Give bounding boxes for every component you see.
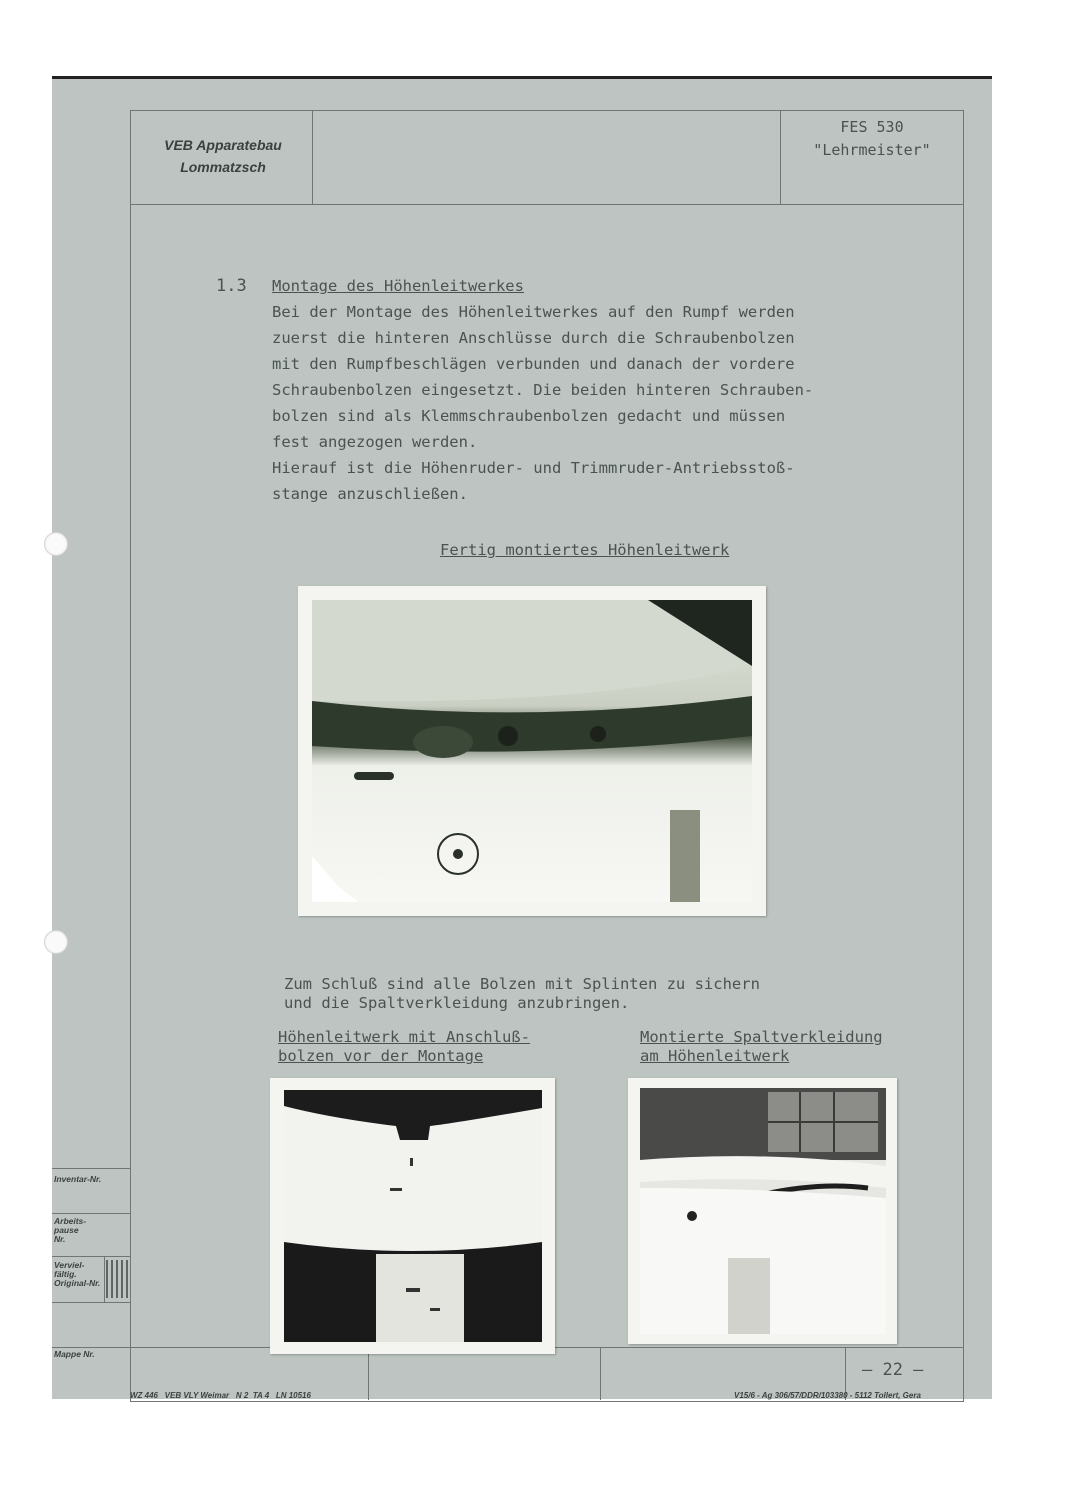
section-paragraph: Bei der Montage des Höhenleitwerkes auf den Rumpf werden zuerst die hinteren Anschlüsse durch die Schraubenbolzen mit den Rumpfbeschlägen verbunden und danach der vordere Schraubenbolzen eingesetzt. Die beiden hinteren Schrauben- bolzen sind als Klemmschraubenbolzen gedacht und müssen fest angezogen werden. Hierauf ist die Höhenruder- und Trimmruder-Antriebsstoß- stange anzuschließen. [272, 303, 814, 503]
side-line-1 [52, 1168, 130, 1169]
footer-right-print-code: V15/6 - Ag 306/57/DDR/103380 - 5112 Tollert, Gera [734, 1391, 921, 1400]
hatched-box [106, 1260, 128, 1298]
section-heading: Montage des Höhenleitwerkes [272, 277, 524, 295]
closing-text: Zum Schluß sind alle Bolzen mit Splinten zu sichern und die Spaltverkleidung anzubringen. [284, 975, 760, 1012]
company-name: VEB Apparatebau Lommatzsch [164, 137, 282, 175]
inventory-label: Inventar-Nr. [54, 1174, 102, 1184]
photo1-caption: Fertig montiertes Höhenleitwerk [440, 541, 730, 559]
header-bottom-line [130, 204, 963, 205]
side-hatch-divider [104, 1256, 105, 1302]
header-divider-right [780, 110, 781, 204]
copy-label: Verviel- fältig. Original-Nr. [54, 1260, 101, 1288]
photo-stabilizer-before-mounting [270, 1078, 555, 1354]
footer-left-print-code: WZ 446 VEB VLY Weimar N 2 TA 4 LN 10516 [130, 1391, 311, 1400]
page-number: – 22 – [862, 1360, 924, 1380]
section-number: 1.3 [216, 276, 247, 296]
side-line-4 [52, 1302, 130, 1303]
header-divider-left [312, 110, 313, 204]
photo-mounted-stabilizer [298, 586, 766, 916]
folder-label: Mappe Nr. [54, 1349, 95, 1359]
photo3-caption: Montierte Spaltverkleidung am Höhenleitwerk [640, 1028, 883, 1065]
photo2-caption: Höhenleitwerk mit Anschluß- bolzen vor der Montage [278, 1028, 530, 1065]
punch-hole-top [44, 532, 68, 556]
photo-mounted-gap-cover [628, 1078, 897, 1344]
side-line-2 [52, 1213, 130, 1214]
footer-divider-2 [600, 1347, 601, 1400]
side-line-3 [52, 1256, 130, 1257]
footer-divider-1 [368, 1347, 369, 1400]
work-break-label: Arbeits- pause Nr. [54, 1216, 87, 1244]
punch-hole-bottom [44, 930, 68, 954]
model-name: FES 530 "Lehrmeister" [813, 118, 931, 159]
